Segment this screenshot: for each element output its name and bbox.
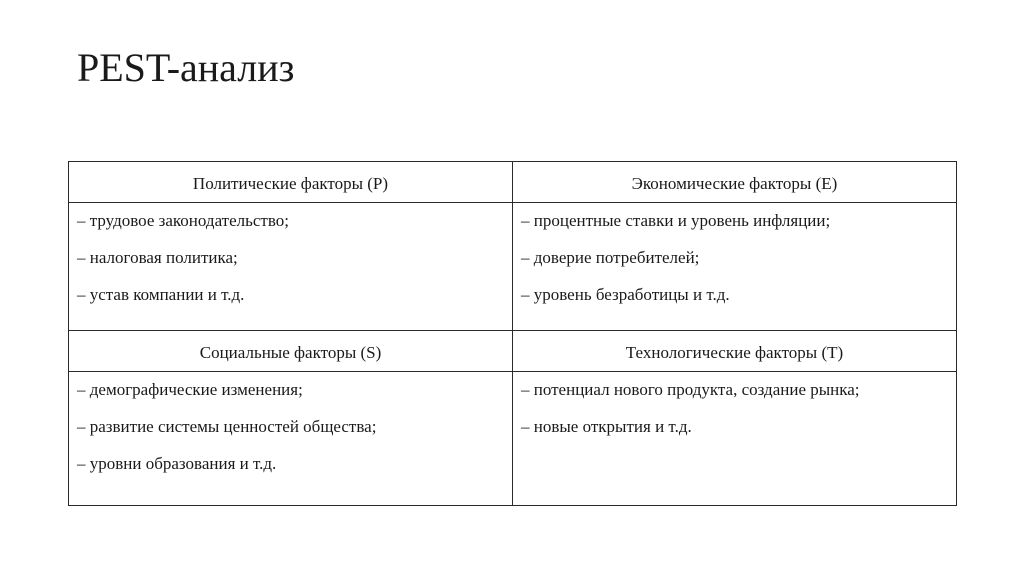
economic-factors-header: Экономические факторы (E) xyxy=(513,162,957,203)
economic-factors-cell xyxy=(513,203,957,331)
list-item: – новые открытия и т.д. xyxy=(521,417,692,437)
list-item: – демографические изменения; xyxy=(77,380,303,399)
technological-factors-cell xyxy=(513,372,957,506)
political-factors-header: Политические факторы (P) xyxy=(69,162,513,203)
table-row xyxy=(69,203,957,331)
list-item: – уровни образования и т.д. xyxy=(77,454,277,474)
pest-table xyxy=(68,161,957,506)
political-factors-cell xyxy=(69,203,513,331)
list-item: – процентные ставки и уровень инфляции; xyxy=(521,211,831,230)
list-item: – налоговая политика; xyxy=(77,248,238,268)
list-item: – развитие системы ценностей общества; xyxy=(77,417,377,437)
list-item: – трудовое законодательство; xyxy=(77,211,289,230)
list-item: – устав компании и т.д. xyxy=(77,285,245,305)
table-header-row xyxy=(69,162,957,203)
social-factors-header: Социальные факторы (S) xyxy=(69,331,513,372)
slide-title: PEST-анализ xyxy=(77,45,295,90)
social-factors-cell xyxy=(69,372,513,506)
list-item: – уровень безработицы и т.д. xyxy=(521,285,730,305)
list-item: – потенциал нового продукта, создание рынка; xyxy=(521,380,860,399)
list-item: – доверие потребителей; xyxy=(521,248,700,268)
technological-factors-header: Технологические факторы (T) xyxy=(513,331,957,372)
table-header-row xyxy=(69,331,957,372)
table-row xyxy=(69,372,957,506)
